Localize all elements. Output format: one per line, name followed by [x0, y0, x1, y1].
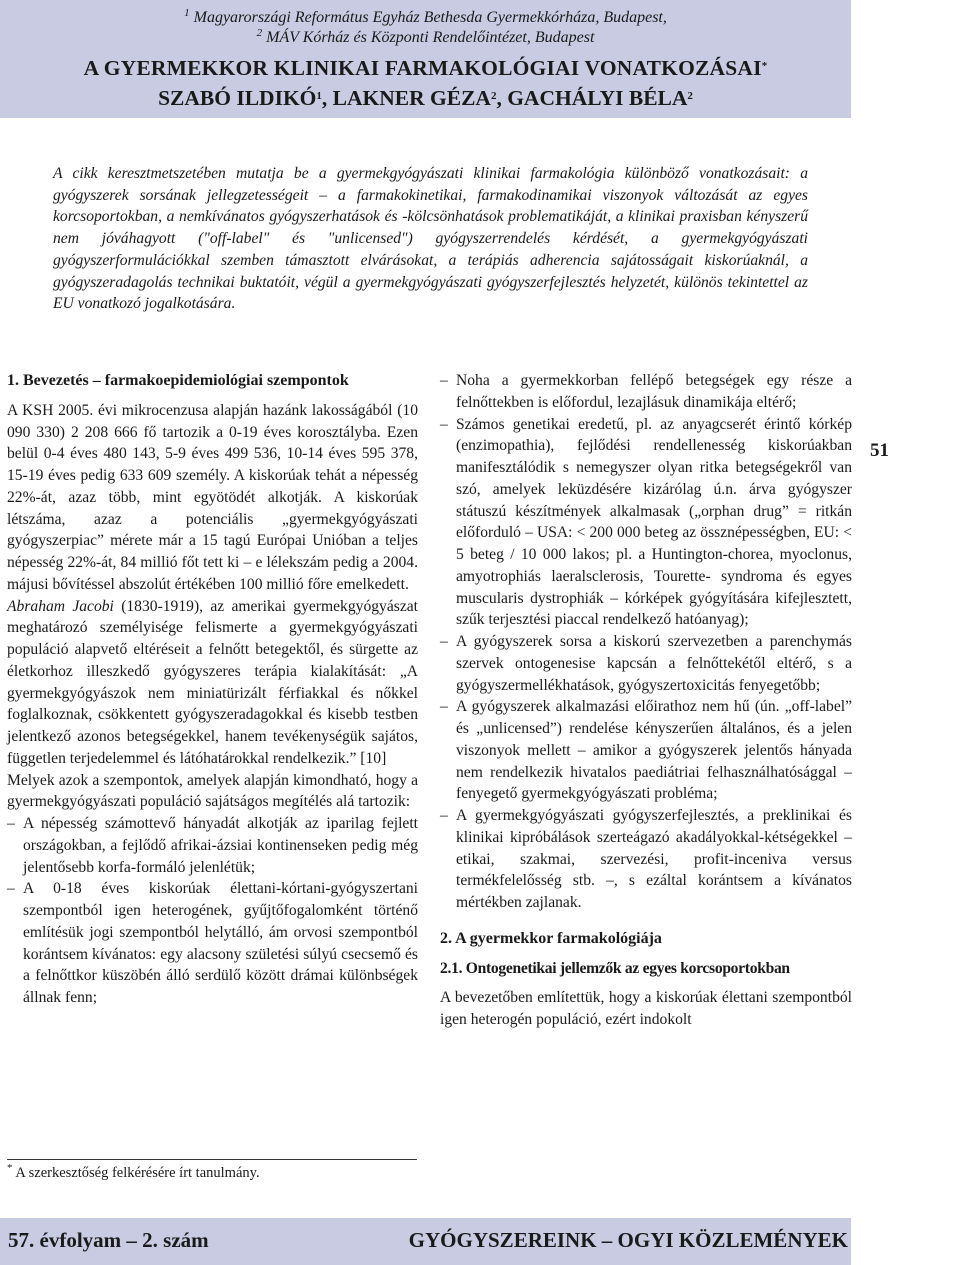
dash-marker: – — [440, 698, 448, 716]
list-item-text: A gyermekgyógyászati gyógyszerfejlesztés, a preklinikai és klinikai kipróbálások szerteágazó akadályokkal-kétségekkel – etikai, szakmai, szervezési, profit-inceniva versus termékfelelősség stb. –, s ezáltal korántsem a kívánatos mértékben zajlanak. — [456, 807, 852, 911]
list-item-text: Noha a gyermekkorban fellépő betegségek egy része a felnőttekben is előfordul, lezajlásuk dinamikája eltérő; — [456, 372, 852, 411]
abstract: A cikk keresztmetszetében mutatja be a gyermekgyógyászati klinikai farmakológia különböző vonatkozásait: a gyógyszerek sorsának jellegzetességeit – a farmakokinetikai, farmakodinamikai viszonyok változását az egyes korcsoportokban, a nemkívánatos gyógyszerhatások és -kölcsönhatások problematikáját, a klinikai praxisban kényszerű nem jóváhagyott ("off-label" és "unlicensed") gyógyszerrendelés kérdését, a gyermekgyógyászati gyógyszerformulációkkal szemben támasztott elvárásokat, a terápiás adherencia sajátosságait kiskorúaknál, a gyógyszeradagolás technikai buktatóit, végül a gyermekgyógyászati gyógyszerfejlesztés helyzetét, különös tekintettel az EU vonatkozó jogalkotására. — [53, 165, 808, 313]
paragraph — [7, 596, 418, 770]
footnote-divider — [7, 1159, 417, 1160]
footer-journal: GYÓGYSZEREINK – OGYI KÖZLEMÉNYEK — [408, 1228, 848, 1252]
author-3: GACHÁLYI BÉLA — [507, 86, 688, 110]
list-item — [440, 370, 852, 414]
dash-marker: – — [7, 880, 15, 898]
list-item — [440, 696, 852, 805]
affiliation-1-number: 1 — [184, 7, 190, 19]
paragraph: Melyek azok a szempontok, amelyek alapján kimondható, hogy a gyermekgyógyászati populáció sajátságos megítélés alá tartozik: — [7, 771, 418, 811]
list-item-text: A gyógyszerek sorsa a kiskorú szervezetben a parenchymás szervek ontogenesise kapcsán a felnőttekétől eltérő, s a gyógyszermellékhatások, gyógyszertoxicitás fenyegetőbb; — [456, 633, 852, 694]
affiliation-2-text: MÁV Kórház és Központi Rendelőintézet, Budapest — [266, 29, 595, 46]
list-item — [7, 813, 418, 878]
dash-marker: – — [7, 815, 15, 832]
left-column — [7, 370, 418, 1009]
author-1: SZABÓ ILDIKÓ — [158, 86, 317, 110]
author-separator: , — [496, 86, 508, 110]
header-band — [0, 0, 851, 118]
dash-marker: – — [440, 633, 448, 650]
authors — [0, 84, 851, 112]
section-2-heading: 2. A gyermekkor farmakológiája — [440, 929, 662, 947]
paragraph: A bevezetőben említettük, hogy a kiskorúak élettani szempontból igen heterogén populáció, ezért indokolt — [440, 989, 852, 1028]
footnote — [7, 1162, 260, 1182]
dash-marker: – — [440, 807, 448, 824]
footnote-text: A szerkesztőség felkérésére írt tanulmány. — [15, 1165, 260, 1181]
list-item — [7, 878, 418, 1009]
list-item — [440, 414, 852, 632]
list-item-text: Számos genetikai eredetű, pl. az anyagcserét érintő kórkép (enzimopathia), fejlődési rendellenesség kiskorúakban manifesztálódik s nemegyszer olyan ritka betegségekről van szó, amelyek leküzdésére kizárólag ú.n. árva gyógyszer státuszú készítmények alkalmasak („orphan drug” = ritkán előforduló – USA: < 200 000 beteg az össznépességben, EU: < 5 beteg / 10 000 lakos; pl. a Huntington-chorea, myoclonus, amyotrophiás laeralsclerosis, Tourette- syndroma és egyes muscularis dystrophiák – kórképek gyógyítására kifejlesztett, szűk terjesztési piaccal rendelkező hatóanyag); — [456, 415, 852, 629]
author-2: LAKNER GÉZA — [332, 86, 491, 110]
page-number: 51 — [870, 440, 889, 461]
list-item-text: A gyógyszerek alkalmazási előirathoz nem hű (ún. „off-label” és „unlicensed”) rendelése kényszerűen általános, és a jelen viszonyok mellett – amikor a gyógyszerek jelentős hányada nem rendelkezik hivatalos paediátriai felhasználhatósággal – fenyegető gyermekgyógyászati probléma; — [456, 698, 852, 803]
list-item-text: A népesség számottevő hányadát alkotják az iparilag fejlett országokban, a fejlődő afrikai-ázsiai kontinenseken pedig még jelentősebb korfa-formáló jelenlétük; — [23, 815, 418, 876]
list-item — [440, 631, 852, 696]
affiliation-1 — [0, 8, 851, 28]
list-item — [440, 805, 852, 914]
affiliation-2-number: 2 — [256, 27, 263, 39]
paragraph: A KSH 2005. évi mikrocenzusa alapján hazánk lakosságából (10 090 330) 2 208 666 fő tartozik a 0-19 éves korosztályba. Ezen belül 0-4 éves 480 143, 5-9 éves 499 536, 10-14 éves 595 378, 15-19 éves pedig 633 609 személy. A kiskorúak tehát a népesség 22%-át, azaz több, mint egyötödét alkotják. A kiskorúak létszáma, azaz a potenciális „gyermekgyógyászati gyógyszerpiac” mérete már a 15 tagú Európai Unióban a teljes népesség 22%-át, 84 millió főt tett ki – e lélekszám pedig a 2004. májusi bővítéssel abszolút értékében 100 millió főre emelkedett. — [7, 401, 418, 593]
author-2-affil: 2 — [490, 90, 497, 102]
person-name: Abraham Jacobi — [7, 597, 114, 615]
article-title — [0, 54, 851, 82]
dash-marker: – — [440, 372, 448, 389]
affiliation-1-text: Magyarországi Református Egyház Bethesda Gyermekkórháza, Budapest, — [193, 9, 667, 26]
paragraph-text: (1830-1919), az amerikai gyermekgyógyászat meghatározó személyisége felismerte a gyermekgyógyászati populáció alapvető eltéréseit a felnőtt betegektől, és sürgette az életkorhoz illeszkedő gyógyszeres terápia kialakítását: „A gyermekgyógyászok nem miniatürizált férfiakkal és nőkkel foglalkoznak, csökkentett gyógyszeradagokkal és kisebb testben jelentkező azonos betegségekkel, hanem tevékenységük sajátos, független terjedelemmel és látóhatárokkal rendelkezik.” [10] — [7, 597, 418, 767]
section-2-1-heading: 2.1. Ontogenetikai jellemzők az egyes korcsoportokban — [440, 959, 790, 977]
footer-issue: 57. évfolyam – 2. szám — [8, 1228, 209, 1252]
dash-marker: – — [440, 415, 448, 433]
title-footnote-mark: * — [761, 60, 768, 72]
author-3-affil: 2 — [687, 90, 693, 102]
right-column — [440, 370, 852, 1031]
author-separator: , — [321, 86, 333, 110]
author-1-affil: 1 — [316, 90, 322, 102]
list-item-text: A 0-18 éves kiskorúak élettani-kórtani-gyógyszertani szempontból igen heterogének, gyűjtőfogalomként történő említésük jogi szempontból helytálló, ám orvosi szempontból korántsem kívánatos: egy alacsony születési súlyú csecsemő és a felnőttkor küszöbén álló serdülő között drámai különbségek állnak fenn; — [23, 880, 418, 1006]
article-title-text: A GYERMEKKOR KLINIKAI FARMAKOLÓGIAI VONATKOZÁSAI — [83, 56, 762, 80]
affiliation-2 — [0, 28, 851, 48]
section-1-heading: 1. Bevezetés – farmakoepidemiológiai szempontok — [7, 372, 349, 389]
footnote-mark: * — [7, 1162, 13, 1174]
